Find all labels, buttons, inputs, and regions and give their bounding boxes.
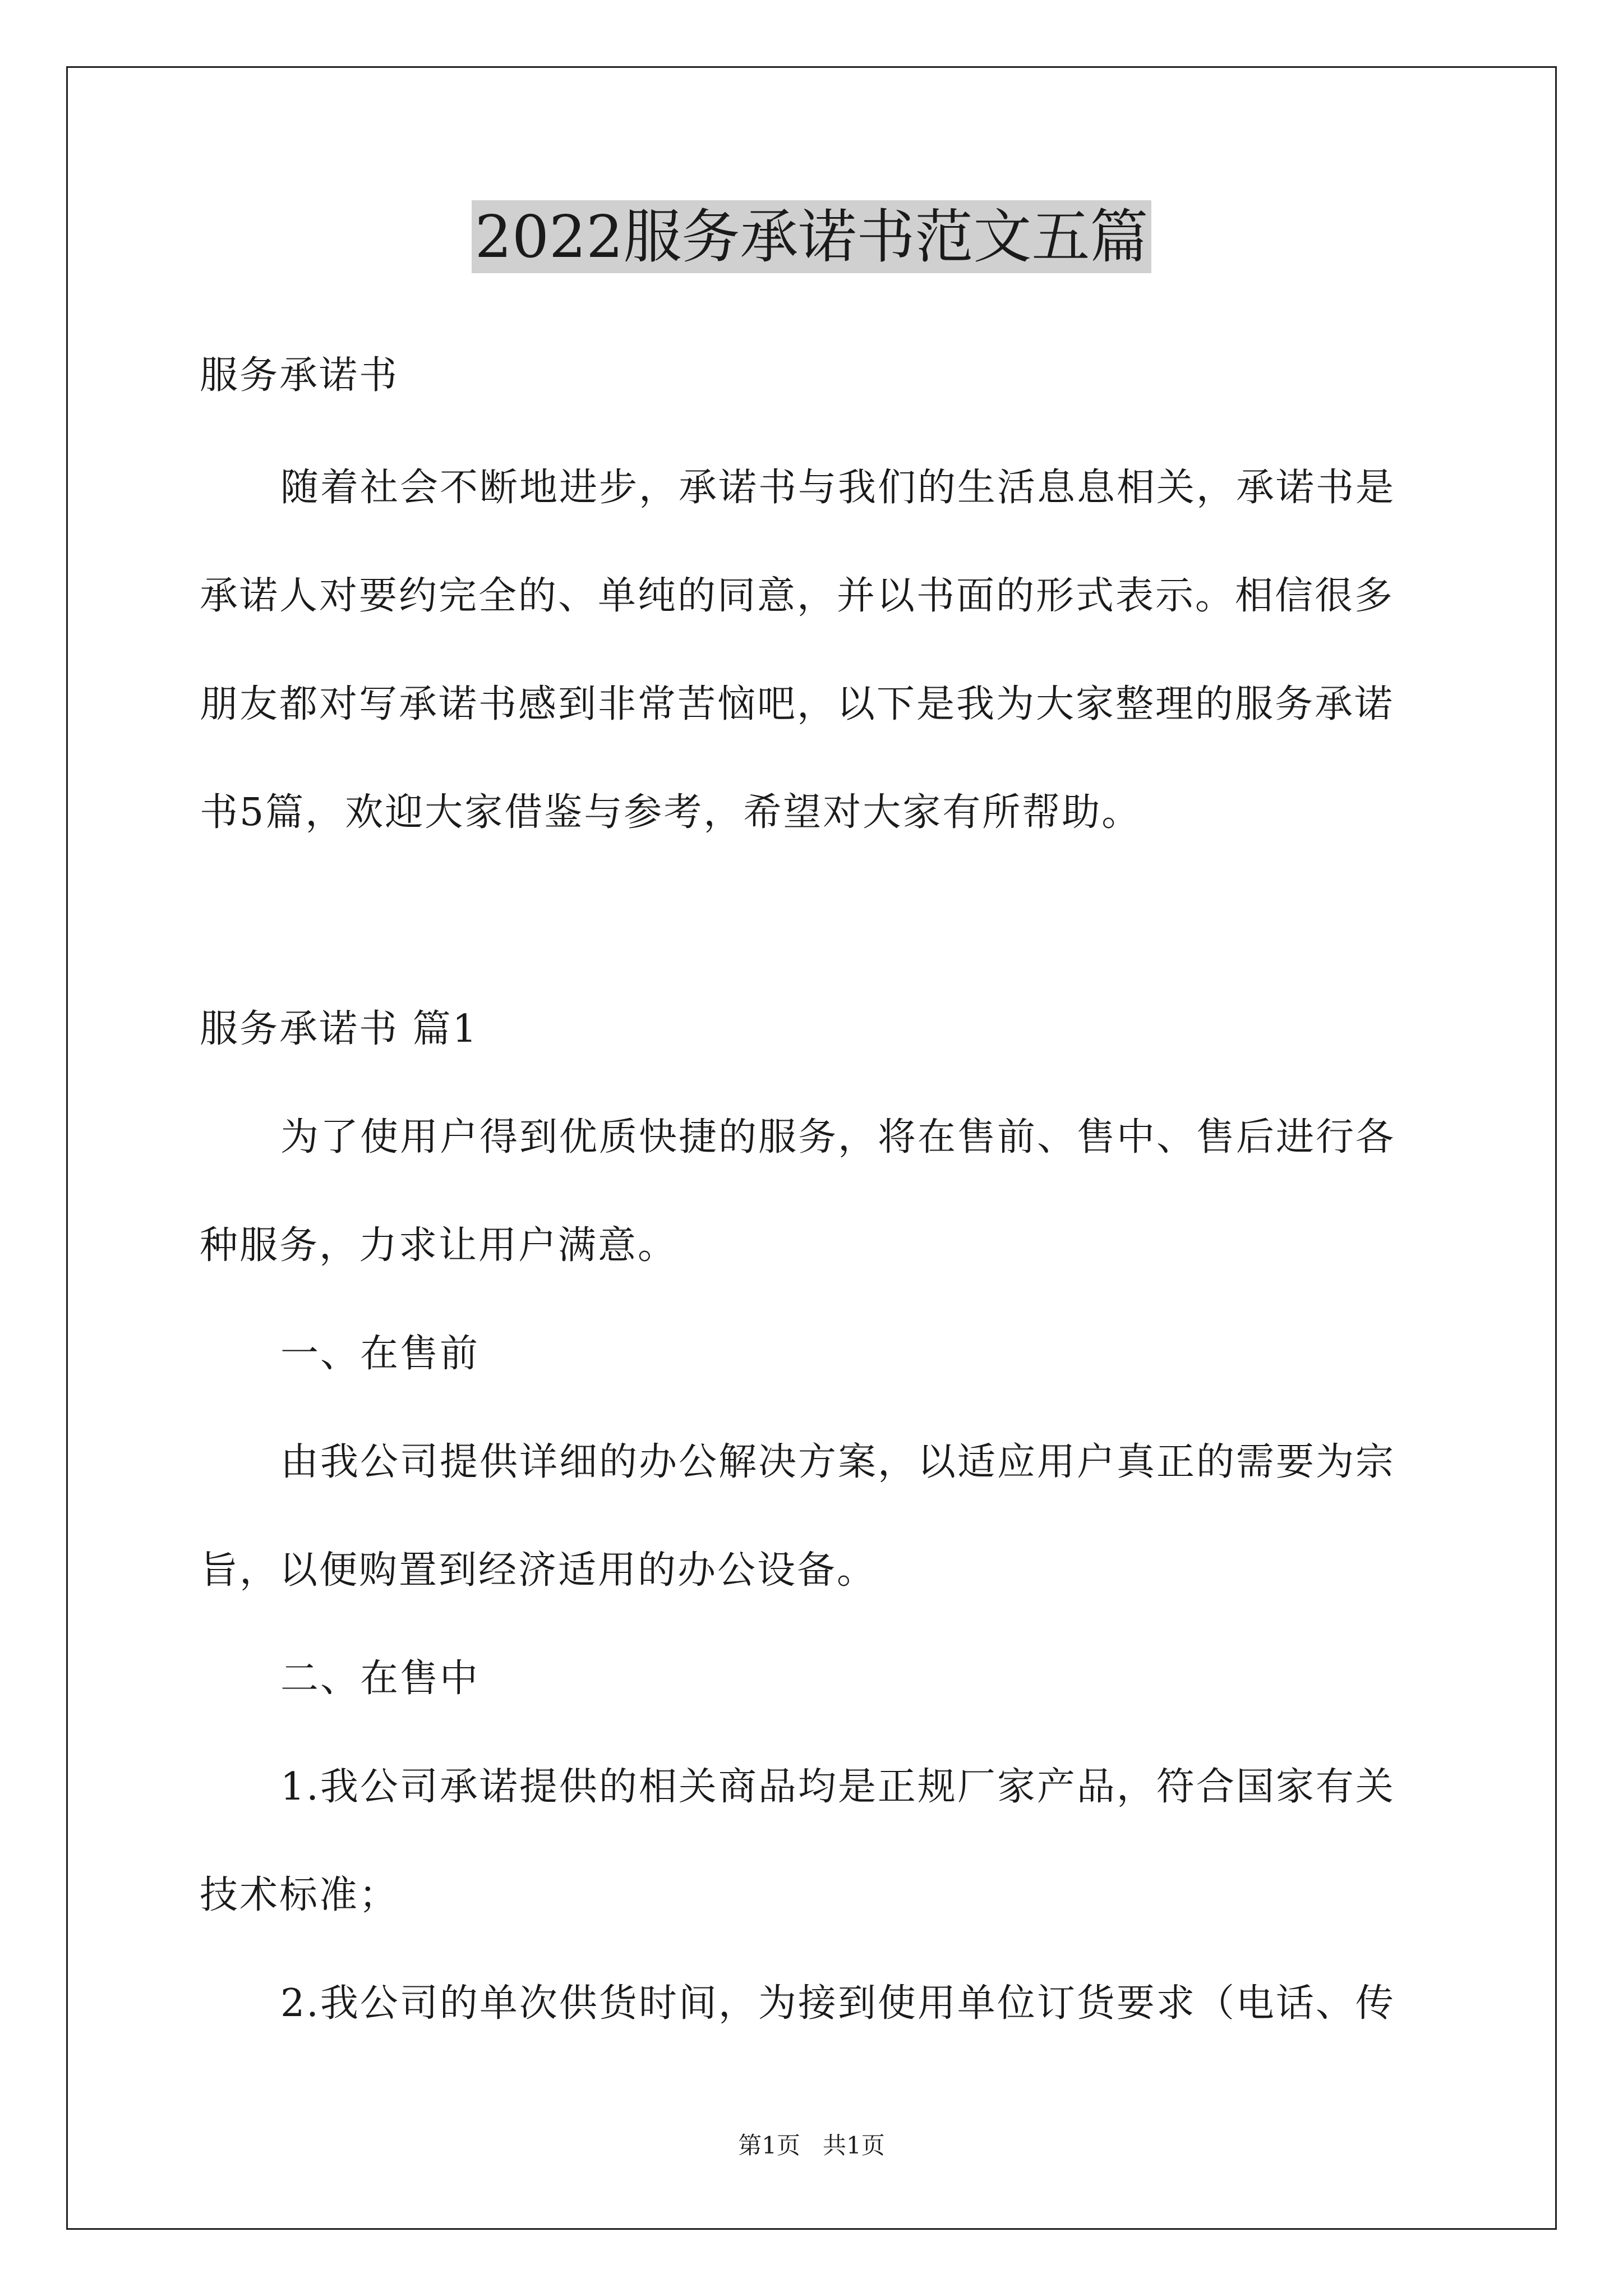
subheading-line: 一、在售前 <box>280 1332 480 1376</box>
paragraph-line: 技术标准； <box>200 1873 399 1917</box>
paragraph-line: 种服务，力求让用户满意。 <box>200 1223 678 1268</box>
paragraph-line: 书5篇，欢迎大家借鉴与参考，希望对大家有所帮助。 <box>200 790 1142 835</box>
section-heading: 服务承诺书 篇1 <box>200 1007 478 1051</box>
title-container <box>0 200 1623 273</box>
paragraph-line: 为了使用户得到优质快捷的服务，将在售前、售中、售后进行各 <box>280 1115 1396 1159</box>
paragraph-line: 随着社会不断地进步，承诺书与我们的生活息息相关，承诺书是 <box>280 466 1396 510</box>
document-title: 2022服务承诺书范文五篇 <box>472 200 1152 273</box>
paragraph-line: 1.我公司承诺提供的相关商品均是正规厂家产品，符合国家有关 <box>280 1765 1395 1809</box>
paragraph-line: 2.我公司的单次供货时间，为接到使用单位订货要求（电话、传 <box>280 1981 1395 2026</box>
paragraph-line: 承诺人对要约完全的、单纯的同意，并以书面的形式表示。相信很多 <box>200 574 1395 618</box>
paragraph-line: 朋友都对写承诺书感到非常苦恼吧，以下是我为大家整理的服务承诺 <box>200 682 1395 726</box>
paragraph-line: 旨，以便购置到经济适用的办公设备。 <box>200 1548 877 1593</box>
page-footer: 第1页 共1页 <box>738 2132 885 2159</box>
intro-heading: 服务承诺书 <box>200 353 399 398</box>
paragraph-line: 由我公司提供详细的办公解决方案，以适应用户真正的需要为宗 <box>280 1440 1396 1484</box>
subheading-line: 二、在售中 <box>280 1657 480 1701</box>
